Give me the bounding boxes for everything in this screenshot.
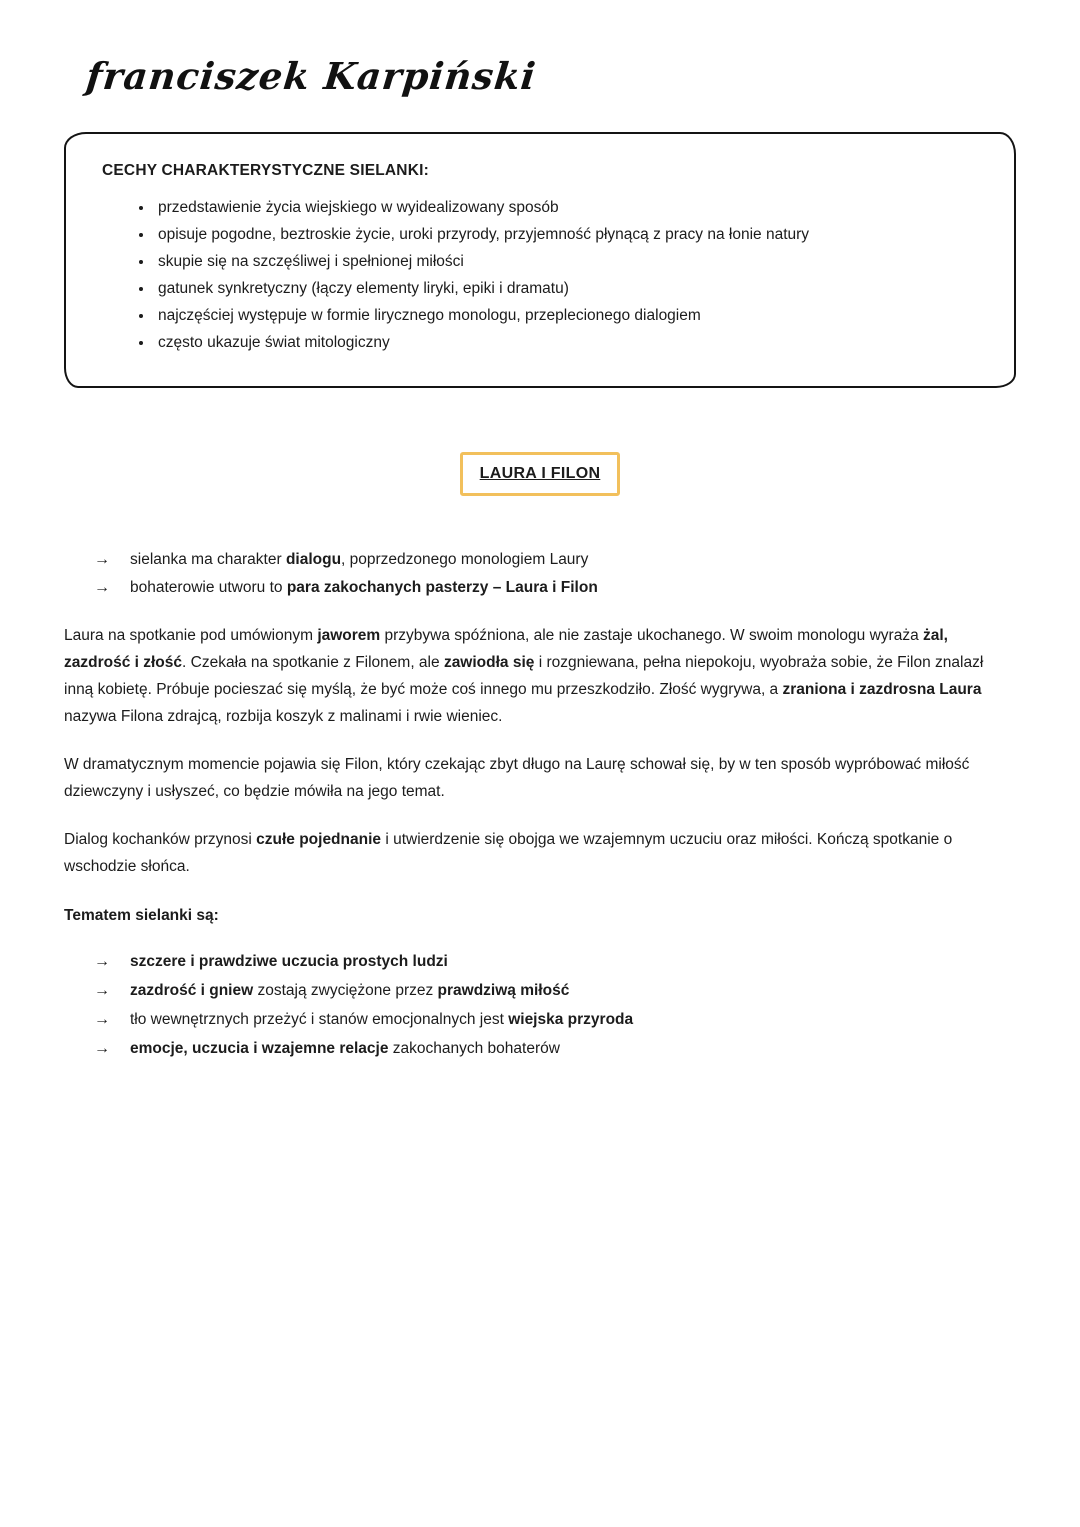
arrow-item-text: bohaterowie utworu to para zakochanych pasterzy – Laura i Filon — [130, 579, 598, 596]
list-item: • przedstawienie życia wiejskiego w wyidealizowany sposób — [154, 194, 980, 221]
page-title: franciszek Karpiński — [84, 54, 539, 98]
arrow-item — [94, 948, 1016, 975]
arrow-item — [94, 1035, 1016, 1062]
arrow-item — [94, 574, 1016, 601]
arrow-item-text: szczere i prawdziwe uczucia prostych ludzi — [130, 953, 448, 970]
list-item: • opisuje pogodne, beztroskie życie, uroki przyrody, przyjemność płynącą z pracy na łonie natury — [154, 221, 980, 248]
arrow-icon: → — [94, 953, 110, 970]
arrow-item-text: tło wewnętrznych przeżyć i stanów emocjonalnych jest wiejska przyroda — [130, 1011, 634, 1028]
features-box — [64, 132, 1016, 388]
arrow-item — [94, 546, 1016, 573]
arrow-item-text: sielanka ma charakter dialogu, poprzedzonego monologiem Laury — [130, 551, 589, 568]
arrow-item — [94, 1006, 1016, 1033]
arrow-icon: → — [94, 1040, 110, 1057]
arrow-icon: → — [94, 982, 110, 999]
arrow-item — [94, 977, 1016, 1004]
arrow-item-text: emocje, uczucia i wzajemne relacje zakochanych bohaterów — [130, 1040, 560, 1057]
features-heading: CECHY CHARAKTERYSTYCZNE SIELANKI: — [102, 162, 429, 179]
arrow-icon: → — [94, 1011, 110, 1028]
list-item: • często ukazuje świat mitologiczny — [154, 329, 980, 356]
arrow-item-text: zazdrość i gniew zostają zwyciężone przez prawdziwą miłość — [130, 982, 570, 999]
list-item: • skupie się na szczęśliwej i spełnionej miłości — [154, 248, 980, 275]
themes-list — [64, 948, 1016, 1062]
list-item: • gatunek synkretyczny (łączy elementy liryki, epiki i dramatu) — [154, 275, 980, 302]
arrow-icon: → — [94, 551, 110, 568]
intro-points — [64, 546, 1016, 601]
themes-heading: Tematem sielanki są: — [64, 907, 219, 924]
section-title-wrap — [64, 452, 1016, 496]
arrow-icon: → — [94, 579, 110, 596]
features-list — [102, 194, 980, 356]
paragraph: Dialog kochanków przynosi czułe pojednanie i utwierdzenie się obojga we wzajemnym uczuciu oraz miłości. Kończą spotkanie o wschodzie słońca. — [64, 831, 953, 875]
section-title-box: LAURA I FILON — [460, 452, 621, 496]
paragraph: W dramatycznym momencie pojawia się Filon, który czekając zbyt długo na Laurę schował się, by w ten sposób wypróbować miłość dziewczyny i usłyszeć, co będzie mówiła na jego temat. — [64, 756, 970, 800]
list-item: • najczęściej występuje w formie lirycznego monologu, przeplecionego dialogiem — [154, 302, 980, 329]
paragraph: Laura na spotkanie pod umówionym jaworem przybywa spóźniona, ale nie zastaje ukochanego. W swoim monologu wyraża żal, zazdrość i złość. Czekała na spotkanie z Filonem, ale zawiodła się i rozgniewana, pełna niepokoju, wyobraża sobie, że Filon znalazł inną kobietę. Próbuje pocieszać się myślą, że być może coś innego mu przeszkodziło. Złość wygrywa, a zraniona i zazdrosna Laura nazywa Filona zdrajcą, rozbija koszyk z malinami i rwie wieniec. — [64, 627, 984, 725]
